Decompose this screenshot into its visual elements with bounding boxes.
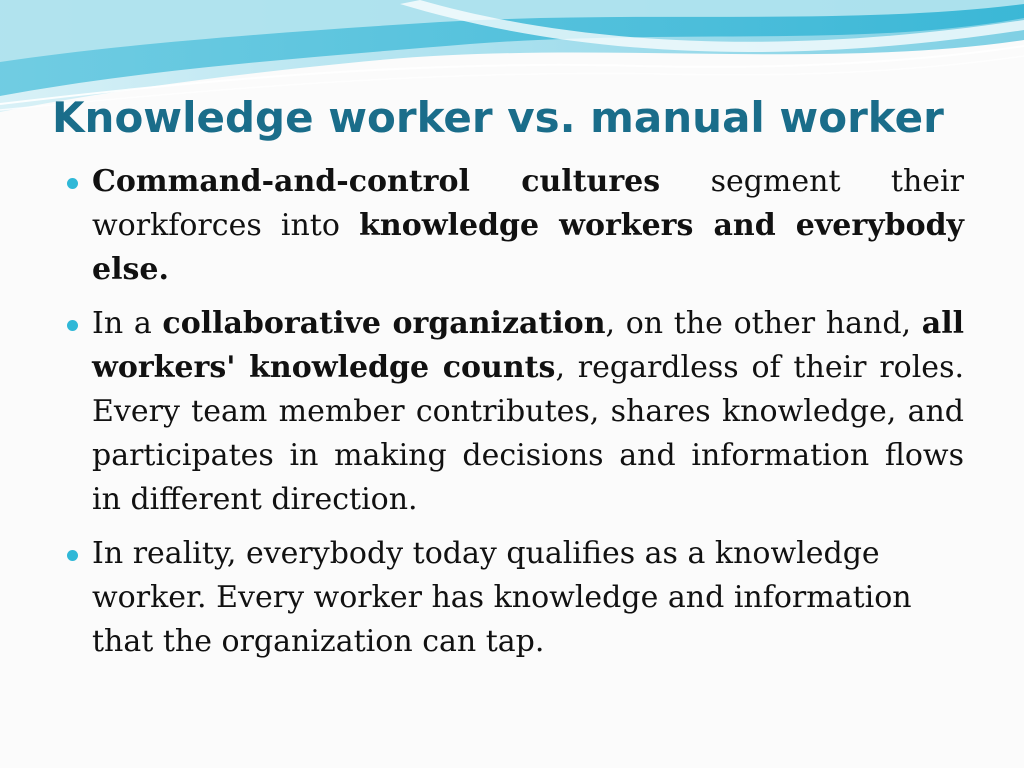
bullet-dot-icon <box>67 550 78 561</box>
bullet-text: , on the other hand, <box>605 306 922 341</box>
slide-title: Knowledge worker vs. manual worker <box>52 93 944 142</box>
bullet-item <box>92 160 964 292</box>
bullet-text: , regardless of their roles. Every team member contributes, shares knowledge, and participates in making decisions and information flows in different direction. <box>92 350 964 517</box>
bullet-item <box>92 302 964 522</box>
bullet-dot-icon <box>67 320 78 331</box>
bullet-item <box>92 532 964 664</box>
bullet-text-bold: all workers' knowledge counts <box>92 306 964 385</box>
bullet-text-bold: knowledge workers and everybody else. <box>92 208 964 287</box>
bullet-list <box>92 160 964 674</box>
bullet-dot-icon <box>67 178 78 189</box>
bullet-text-bold: collaborative organization <box>162 306 606 341</box>
bullet-text: In reality, everybody today qualifies as a knowledge worker. Every worker has knowledge and information that the organization can tap. <box>92 536 912 659</box>
bullet-text-bold: Command-and-control cultures <box>92 164 661 199</box>
bullet-text: In a <box>92 306 163 341</box>
bullet-text: segment their workforces into <box>92 164 964 243</box>
